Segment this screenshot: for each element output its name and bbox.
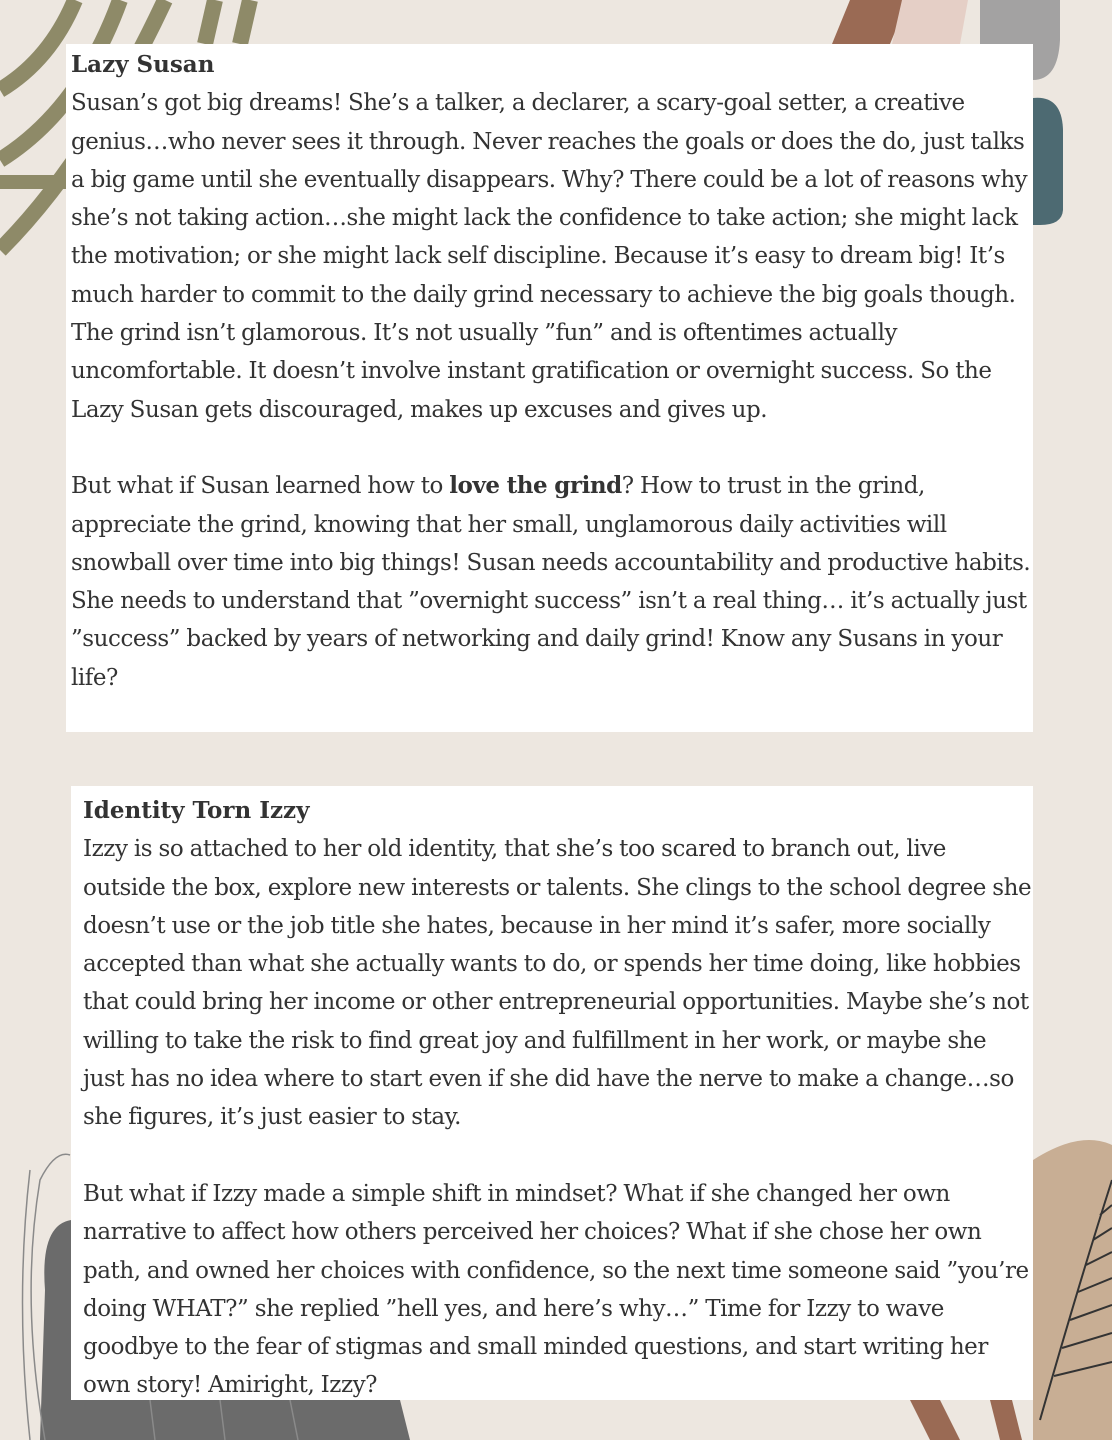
section-title: Lazy Susan xyxy=(71,51,215,78)
bold-phrase: love the grind xyxy=(449,472,622,500)
text-run: But what if Susan learned how to xyxy=(71,473,450,500)
section-paragraph: Izzy is so attached to her old identity, that she’s too scared to branch out, live outside the box, explore new interests or talents. She clings to the school degree she doesn’t use or the job title she hates, because in her mind it’s safer, more socially accepted than what she actually wants to do, or spends her time doing, like hobbies that could bring her income or other entrepreneurial opportunities. Maybe she’s not willing to take the risk to find great joy and fulfillment in her work, or maybe she just has no idea where to start even if she did have the nerve to make a change…so she figures, it’s just easier to stay. xyxy=(83,836,1032,1131)
section-paragraph: Susan’s got big dreams! She’s a talker, a declarer, a scary-goal setter, a creative genius…who never sees it through. Never reaches the goals or does the do, just talks a big game until she eventually disappears. Why? There could be a lot of reasons why she’s not taking action…she might lack the confidence to take action; she might lack the motivation; or she might lack self discipline. Because it’s easy to dream big! It’s much harder to commit to the daily grind necessary to achieve the big goals though. The grind isn’t glamorous. It’s not usually ”fun” and is oftentimes actually uncomfortable. It doesn’t involve instant gratification or overnight success. So the Lazy Susan gets discouraged, makes up excuses and gives up. xyxy=(71,90,1028,423)
paragraph-gap xyxy=(83,1137,1033,1175)
brown-stroke-bottom-2-shape xyxy=(990,1400,1022,1440)
brown-stroke-bottom-shape xyxy=(910,1400,960,1440)
section-paragraph: But what if Izzy made a simple shift in mindset? What if she changed her own narrative to affect how others perceived her choices? What if she chose her own path, and owned her choices with confidence, so the next time someone said ”you’re doing WHAT?” she replied ”hell yes, and here’s why…” Time for Izzy to wave goodbye to the fear of stigmas and small minded questions, and start writing her own story! Amiright, Izzy? xyxy=(83,1180,1029,1399)
teal-blob-shape xyxy=(1033,98,1063,225)
section-title: Identity Torn Izzy xyxy=(83,797,310,824)
blush-stroke-shape xyxy=(892,0,968,44)
tan-blob-shape xyxy=(1033,1140,1112,1440)
lazy-susan-card xyxy=(66,44,1033,732)
olive-bar-shape xyxy=(0,175,66,189)
identity-torn-izzy-card xyxy=(71,786,1033,1400)
section-paragraph xyxy=(71,467,1033,697)
text-run: ? How to trust in the grind, appreciate the grind, knowing that her small, unglamorous daily activities will snowball over time into big things! Susan needs accountability and productive habits. She needs to understand that ”overnight success” isn’t a real thing… it’s actually just ”success” backed by years of networking and daily grind! Know any Susans in your life? xyxy=(71,473,1031,691)
paragraph-gap xyxy=(71,429,1033,467)
